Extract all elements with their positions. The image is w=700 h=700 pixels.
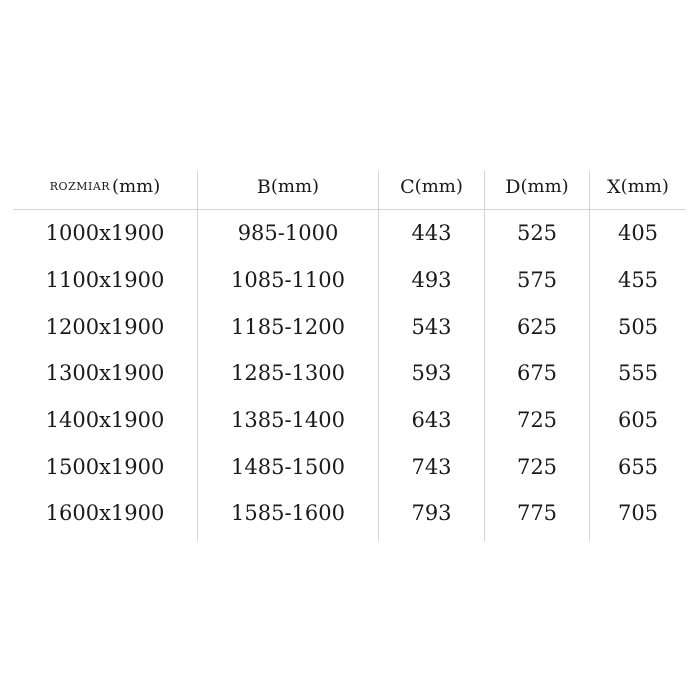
table-row <box>13 350 686 397</box>
table-cell: 525 <box>516 221 558 246</box>
table-cell: 555 <box>617 361 659 386</box>
table-cell: 443 <box>411 221 452 246</box>
header-label: X <box>607 175 621 198</box>
table-cell: 705 <box>617 501 659 526</box>
table-row <box>13 490 686 537</box>
header-b <box>198 164 378 209</box>
table-cell: 1185-1200 <box>231 314 345 339</box>
table-cell: 605 <box>617 408 659 433</box>
table-cell: 1100x1900 <box>45 268 165 293</box>
table-row <box>13 397 686 444</box>
table-cell: 1285-1300 <box>231 361 345 386</box>
table-cell: 1585-1600 <box>231 501 345 526</box>
table-cell: 1500x1900 <box>45 454 165 479</box>
header-label: ROZMIAR <box>49 180 111 193</box>
table-cell: 725 <box>516 454 558 479</box>
table-header-row <box>13 164 686 210</box>
table-cell: 575 <box>516 268 558 293</box>
table-cell: 985-1000 <box>237 221 339 246</box>
header-rozmiar <box>13 164 197 209</box>
table-row <box>13 303 686 350</box>
table-cell: 1600x1900 <box>45 501 165 526</box>
header-unit: (mm) <box>270 176 320 197</box>
table-cell: 543 <box>411 314 452 339</box>
table-cell: 743 <box>411 454 452 479</box>
table-cell: 1085-1100 <box>231 268 345 293</box>
table-row <box>13 210 686 257</box>
table-cell: 1200x1900 <box>45 314 165 339</box>
header-x <box>590 164 686 209</box>
table-cell: 493 <box>411 268 452 293</box>
table-cell: 455 <box>617 268 659 293</box>
header-label: B <box>256 175 271 198</box>
table-cell: 1000x1900 <box>45 221 165 246</box>
table-cell: 775 <box>516 501 558 526</box>
header-unit: (mm) <box>414 176 463 197</box>
header-label: C <box>400 175 415 198</box>
table-cell: 1385-1400 <box>231 408 345 433</box>
table-cell: 505 <box>617 314 659 339</box>
table-row <box>13 443 686 490</box>
table-cell: 593 <box>411 361 452 386</box>
header-unit: (mm) <box>620 176 669 197</box>
header-c <box>379 164 484 209</box>
table-body <box>13 210 686 537</box>
table-cell: 655 <box>617 454 659 479</box>
table-cell: 725 <box>516 408 558 433</box>
dimensions-table <box>13 164 686 537</box>
table-cell: 1300x1900 <box>45 361 165 386</box>
header-d <box>485 164 589 209</box>
header-label: D <box>505 175 521 198</box>
table-cell: 675 <box>516 361 558 386</box>
header-unit: (mm) <box>112 176 161 197</box>
table-cell: 1485-1500 <box>231 454 345 479</box>
table-cell: 405 <box>617 221 659 246</box>
table-cell: 793 <box>411 501 452 526</box>
table-row <box>13 257 686 304</box>
table-cell: 625 <box>516 314 558 339</box>
table-cell: 1400x1900 <box>45 408 165 433</box>
header-unit: (mm) <box>520 176 569 197</box>
table-cell: 643 <box>411 408 452 433</box>
